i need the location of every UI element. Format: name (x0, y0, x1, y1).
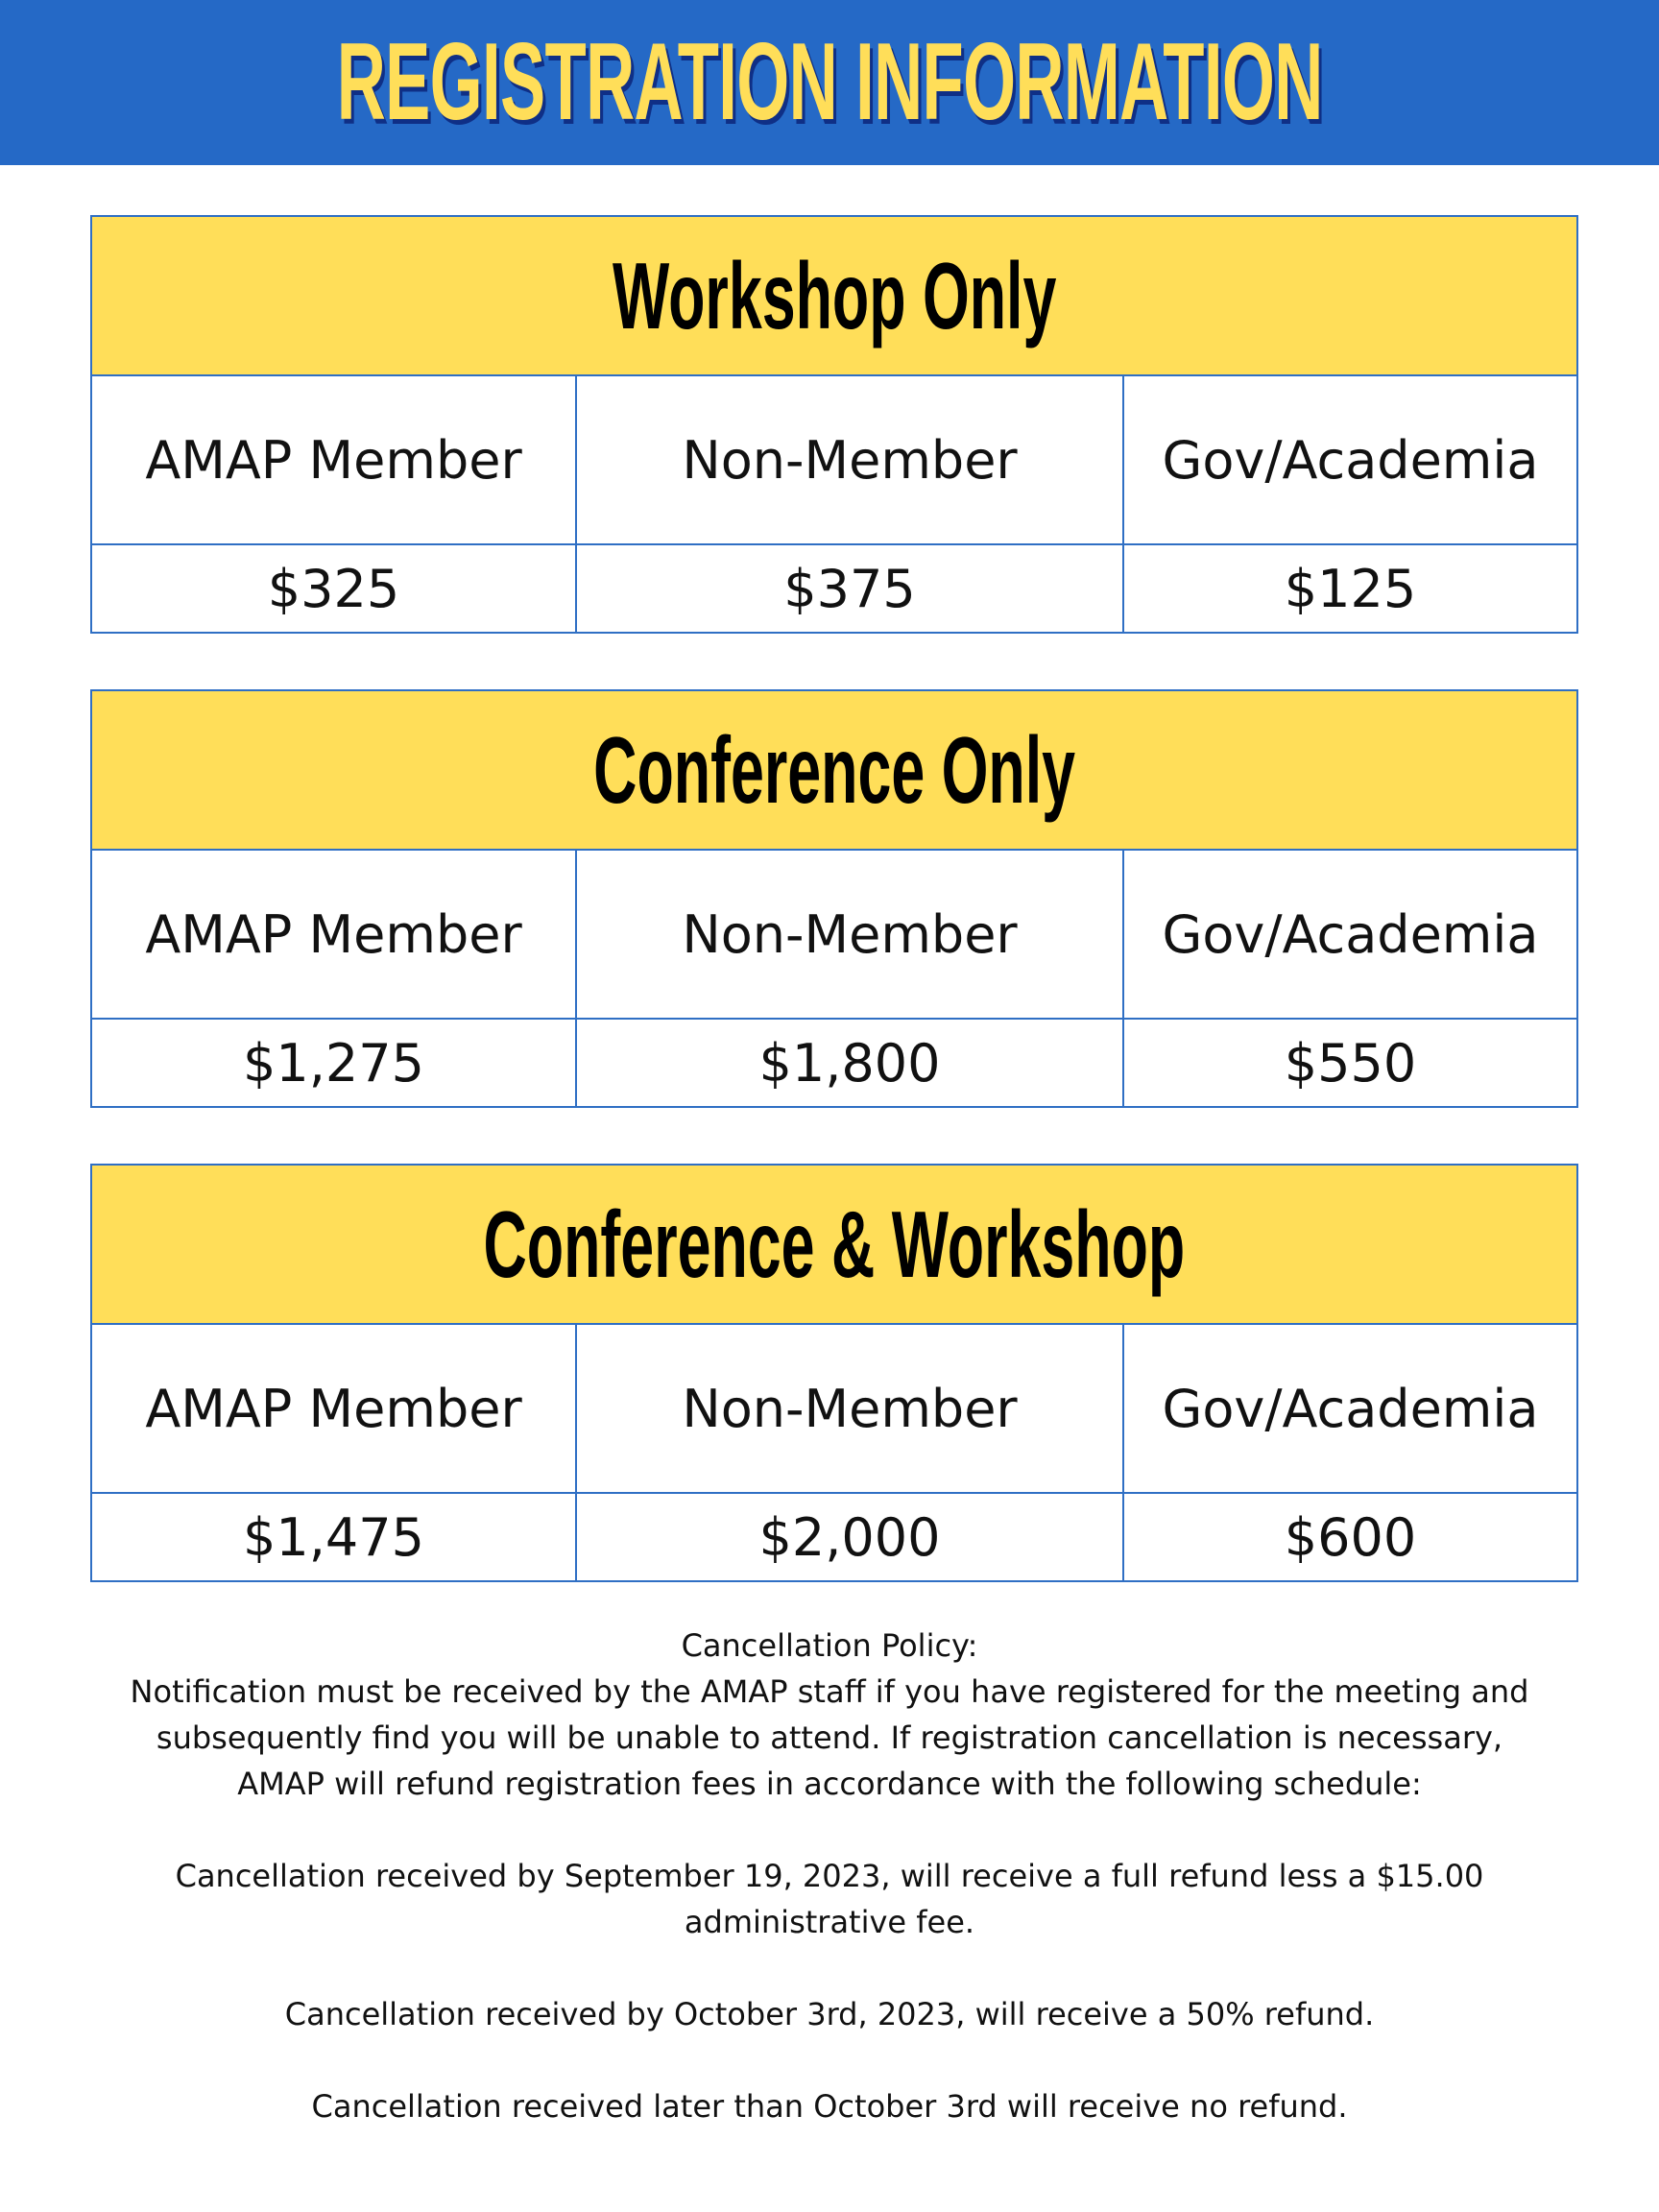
price-gov-academia: $600 (1123, 1493, 1577, 1581)
cancellation-policy (58, 1623, 1601, 2129)
price-amap-member: $325 (91, 544, 576, 633)
policy-rule-line: Cancellation received later than October 3rd will receive no refund. (311, 2088, 1348, 2125)
policy-heading: Cancellation Policy: (681, 1627, 978, 1664)
price-amap-member: $1,475 (91, 1493, 576, 1581)
table-title: Workshop Only (612, 243, 1057, 349)
category-non-member: Non-Member (576, 375, 1123, 544)
policy-intro-line: Notification must be received by the AMAP staff if you have registered for the meeting and (130, 1673, 1529, 1710)
price-non-member: $1,800 (576, 1019, 1123, 1107)
spacer (58, 1945, 1601, 1991)
price-non-member: $375 (576, 544, 1123, 633)
spacer (58, 1807, 1601, 1853)
policy-rule-line: Cancellation received by September 19, 2023, will receive a full refund less a $15.00 (175, 1858, 1484, 1894)
category-amap-member: AMAP Member (91, 1324, 576, 1493)
category-gov-academia: Gov/Academia (1123, 850, 1577, 1019)
category-gov-academia: Gov/Academia (1123, 375, 1577, 544)
category-non-member: Non-Member (576, 1324, 1123, 1493)
price-gov-academia: $125 (1123, 544, 1577, 633)
policy-intro-line: AMAP will refund registration fees in accordance with the following schedule: (237, 1766, 1422, 1802)
conference-and-workshop-table (90, 1164, 1578, 1582)
policy-intro-line: subsequently find you will be unable to attend. If registration cancellation is necessary, (156, 1719, 1503, 1756)
table-header (91, 1165, 1577, 1324)
spacer (58, 2037, 1601, 2083)
table-header (91, 690, 1577, 850)
category-non-member: Non-Member (576, 850, 1123, 1019)
table-title: Conference Only (593, 717, 1075, 823)
policy-rule-line: administrative fee. (684, 1904, 975, 1940)
conference-only-table (90, 689, 1578, 1108)
category-gov-academia: Gov/Academia (1123, 1324, 1577, 1493)
price-amap-member: $1,275 (91, 1019, 576, 1107)
table-title: Conference & Workshop (483, 1191, 1186, 1297)
category-amap-member: AMAP Member (91, 850, 576, 1019)
page-title: REGISTRATION INFORMATION (336, 21, 1323, 143)
category-amap-member: AMAP Member (91, 375, 576, 544)
price-gov-academia: $550 (1123, 1019, 1577, 1107)
price-non-member: $2,000 (576, 1493, 1123, 1581)
header-banner (0, 0, 1659, 165)
table-header (91, 216, 1577, 375)
workshop-only-table (90, 215, 1578, 634)
policy-rule-line: Cancellation received by October 3rd, 2023, will receive a 50% refund. (284, 1996, 1375, 2032)
